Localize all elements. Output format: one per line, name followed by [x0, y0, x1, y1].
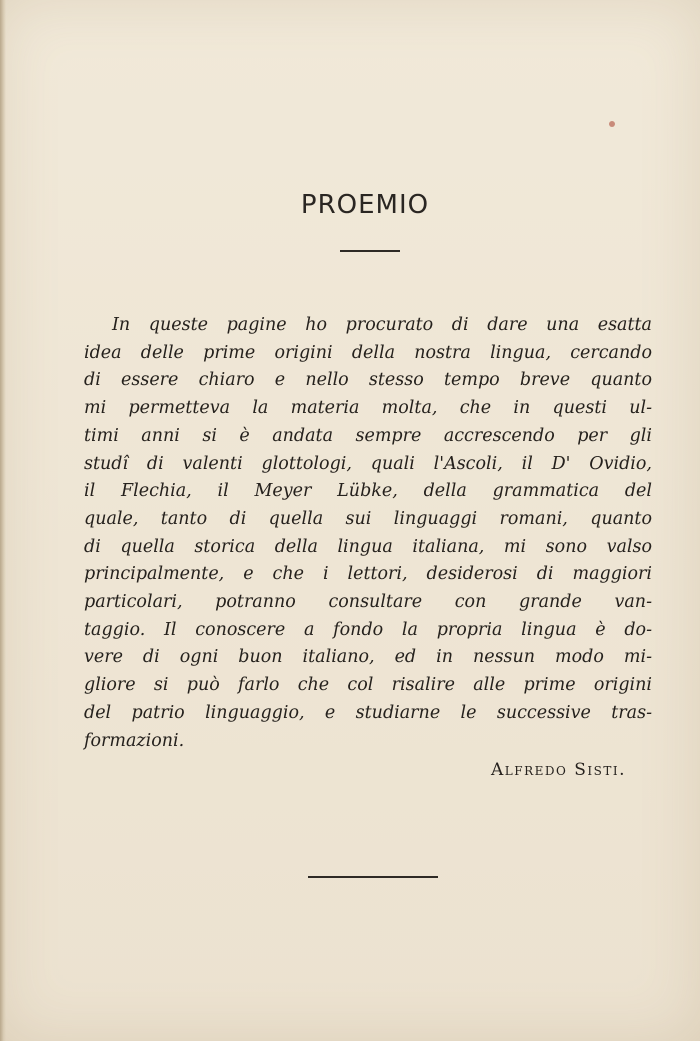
preface-text	[84, 312, 652, 755]
text-line: del patrio linguaggio, e studiarne le successive tras-	[84, 702, 652, 723]
paper-stain	[609, 121, 615, 127]
text-line: formazioni.	[84, 730, 185, 751]
text-line: timi anni si è andata sempre accrescendo per gli	[84, 425, 652, 446]
text-line: taggio. Il conoscere a fondo la propria lingua è do-	[84, 619, 652, 640]
text-line: studî di valenti glottologi, quali l'Ascoli, il D' Ovidio,	[84, 453, 652, 474]
title-divider	[340, 250, 400, 252]
author-signature: Alfredo Sisti.	[491, 760, 626, 780]
page-binding-edge	[0, 0, 6, 1041]
closing-divider	[308, 876, 438, 878]
text-line: idea delle prime origini della nostra lingua, cercando	[84, 342, 652, 363]
text-line: il Flechia, il Meyer Lübke, della grammatica del	[84, 481, 652, 502]
text-line: quale, tanto di quella sui linguaggi romani, quanto	[84, 508, 652, 529]
text-line: In queste pagine ho procurato di dare una esatta	[112, 315, 652, 335]
text-line: gliore si può farlo che col risalire alle prime origini	[84, 675, 652, 696]
text-line: di quella storica della lingua italiana, mi sono valso	[84, 536, 652, 557]
text-line: di essere chiaro e nello stesso tempo breve quanto	[84, 370, 652, 391]
text-line: vere di ogni buon italiano, ed in nessun modo mi-	[84, 647, 652, 668]
page-title: PROEMIO	[300, 190, 430, 220]
text-line: particolari, potranno consultare con grande van-	[84, 592, 652, 613]
text-line: principalmente, e che i lettori, desiderosi di maggiori	[84, 564, 652, 585]
text-line: mi permetteva la materia molta, che in questi ul-	[84, 398, 652, 419]
